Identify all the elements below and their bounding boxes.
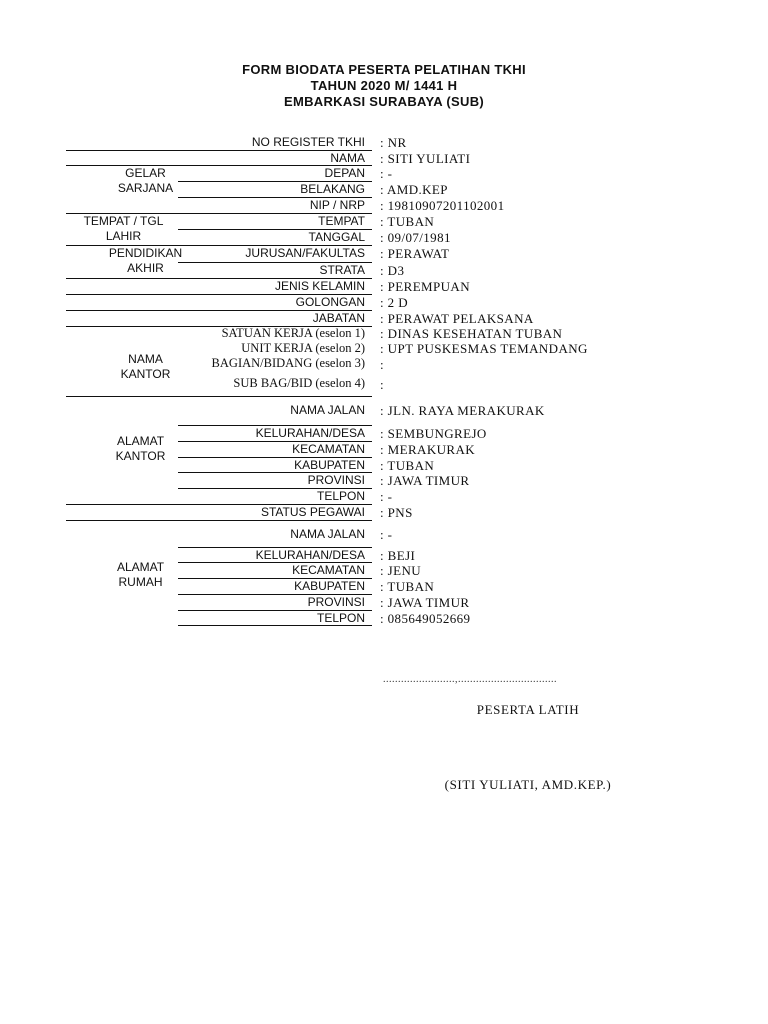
- label-jenis-kelamin: JENIS KELAMIN: [274, 279, 365, 293]
- label-kantor-provinsi: PROVINSI: [307, 473, 365, 487]
- value-kantor-kabupaten: : TUBAN: [380, 458, 435, 473]
- label-rumah-kecamatan: KECAMATAN: [292, 563, 365, 577]
- value-nip: : 19810907201102001: [380, 198, 505, 213]
- value-rumah-telpon: : 085649052669: [380, 611, 471, 626]
- group-alamat-rumah: [83, 560, 198, 590]
- label-satuan-kerja: SATUAN KERJA (eselon 1): [221, 326, 365, 340]
- label-no-register: NO REGISTER TKHI: [251, 135, 365, 149]
- rule-depan: [178, 181, 372, 182]
- rule-rumah-kabupaten: [178, 594, 372, 595]
- rule-kantor-kabupaten: [178, 472, 372, 473]
- group-kantor-line2: KANTOR: [120, 367, 171, 381]
- value-rumah-kelurahan: : BEJI: [380, 548, 416, 563]
- value-tempat: : TUBAN: [380, 214, 435, 229]
- label-rumah-jalan: NAMA JALAN: [290, 527, 365, 541]
- label-depan: DEPAN: [324, 166, 365, 180]
- group-pendidikan-line2: AKHIR: [127, 261, 164, 275]
- rule-golongan: [66, 310, 372, 311]
- group-gelar-line2: SARJANA: [117, 181, 174, 195]
- label-tempat: TEMPAT: [318, 214, 365, 228]
- rule-jurusan: [178, 262, 372, 263]
- rule-rumah-kecamatan: [178, 578, 372, 579]
- label-unit-kerja: UNIT KERJA (eselon 2): [241, 341, 365, 355]
- rule-nip: [66, 213, 372, 214]
- label-kantor-jalan: NAMA JALAN: [290, 403, 365, 417]
- label-rumah-provinsi: PROVINSI: [307, 595, 365, 609]
- value-jurusan: : PERAWAT: [380, 246, 450, 261]
- value-strata: : D3: [380, 263, 405, 278]
- rule-jabatan: [66, 326, 372, 327]
- group-alamat-rumah-line2: RUMAH: [118, 575, 163, 589]
- value-rumah-kecamatan: : JENU: [380, 563, 422, 578]
- form-title: FORM BIODATA PESERTA PELATIHAN TKHI: [242, 62, 526, 77]
- value-jenis-kelamin: : PEREMPUAN: [380, 279, 470, 294]
- rule-rumah-provinsi: [178, 610, 372, 611]
- value-bagian: :: [380, 357, 385, 372]
- label-bagian: BAGIAN/BIDANG (eselon 3): [211, 356, 365, 370]
- value-jabatan: : PERAWAT PELAKSANA: [380, 311, 534, 326]
- rule-jenis-kelamin: [66, 294, 372, 295]
- group-ttl-line1: TEMPAT / TGL: [83, 214, 164, 228]
- group-nama-kantor: [88, 352, 203, 382]
- group-ttl-line2: LAHIR: [105, 229, 142, 243]
- rule-no-register: [66, 150, 372, 151]
- value-no-register: : NR: [380, 135, 407, 150]
- label-sub-bag: SUB BAG/BID (eselon 4): [233, 376, 365, 390]
- label-status-pegawai: STATUS PEGAWAI: [260, 505, 365, 519]
- rule-kantor-telpon: [66, 504, 372, 505]
- group-alamat-kantor-line2: KANTOR: [115, 449, 166, 463]
- group-pendidikan-akhir: [88, 246, 203, 276]
- label-jabatan: JABATAN: [312, 311, 365, 325]
- rule-rumah-kelurahan: [178, 562, 372, 563]
- label-belakang: BELAKANG: [300, 182, 365, 196]
- value-kantor-jalan: : JLN. RAYA MERAKURAK: [380, 403, 545, 418]
- value-rumah-jalan: : -: [380, 527, 393, 542]
- label-kantor-kelurahan: KELURAHAN/DESA: [255, 426, 365, 440]
- rule-rumah-telpon: [178, 625, 372, 626]
- value-kantor-provinsi: : JAWA TIMUR: [380, 473, 470, 488]
- group-pendidikan-line1: PENDIDIKAN: [108, 246, 183, 260]
- value-status-pegawai: : PNS: [380, 505, 413, 520]
- signature-role: PESERTA LATIH: [476, 702, 580, 717]
- rule-tempat: [178, 229, 372, 230]
- value-depan: : -: [380, 166, 393, 181]
- label-golongan: GOLONGAN: [295, 295, 365, 309]
- rule-nama-kantor: [66, 396, 372, 397]
- group-kantor-line1: NAMA: [128, 352, 163, 366]
- signature-name: (SITI YULIATI, AMD.KEP.): [444, 777, 612, 792]
- label-nip: NIP / NRP: [309, 198, 365, 212]
- label-kantor-kecamatan: KECAMATAN: [292, 442, 365, 456]
- value-sub-bag: :: [380, 377, 385, 392]
- label-kantor-telpon: TELPON: [316, 489, 365, 503]
- rule-rumah-jalan: [178, 547, 372, 548]
- form-year: TAHUN 2020 M/ 1441 H: [310, 78, 458, 93]
- value-rumah-provinsi: : JAWA TIMUR: [380, 595, 470, 610]
- value-rumah-kabupaten: : TUBAN: [380, 579, 435, 594]
- group-alamat-kantor-line1: ALAMAT: [116, 434, 165, 448]
- rule-strata: [66, 278, 372, 279]
- rule-belakang: [178, 197, 372, 198]
- label-strata: STRATA: [319, 263, 365, 277]
- group-gelar-line1: GELAR: [125, 166, 166, 180]
- value-tanggal: : 09/07/1981: [380, 230, 451, 245]
- rule-kantor-provinsi: [178, 488, 372, 489]
- rule-tanggal: [66, 245, 372, 246]
- rule-kantor-kecamatan: [178, 457, 372, 458]
- group-alamat-kantor: [83, 434, 198, 464]
- group-tempat-tgl-lahir: [66, 214, 181, 244]
- value-kantor-telpon: : -: [380, 489, 393, 504]
- label-rumah-kelurahan: KELURAHAN/DESA: [255, 548, 365, 562]
- label-rumah-telpon: TELPON: [316, 611, 365, 625]
- rule-status-pegawai: [66, 520, 372, 521]
- form-embarkasi: EMBARKASI SURABAYA (SUB): [283, 94, 485, 109]
- value-belakang: : AMD.KEP: [380, 182, 448, 197]
- label-nama: NAMA: [330, 151, 365, 165]
- value-kantor-kecamatan: : MERAKURAK: [380, 442, 476, 457]
- value-golongan: : 2 D: [380, 295, 408, 310]
- place-date-line: ........................,.................................: [383, 674, 557, 685]
- rule-kantor-kelurahan: [178, 441, 372, 442]
- value-nama: : SITI YULIATI: [380, 151, 471, 166]
- label-jurusan: JURUSAN/FAKULTAS: [245, 246, 365, 260]
- group-alamat-rumah-line1: ALAMAT: [116, 560, 165, 574]
- rule-kantor-jalan: [178, 425, 372, 426]
- value-kantor-kelurahan: : SEMBUNGREJO: [380, 426, 487, 441]
- value-unit-kerja: : UPT PUSKESMAS TEMANDANG: [380, 341, 588, 356]
- value-satuan-kerja: : DINAS KESEHATAN TUBAN: [380, 326, 563, 341]
- rule-nama: [66, 165, 372, 166]
- label-kantor-kabupaten: KABUPATEN: [294, 458, 365, 472]
- label-tanggal: TANGGAL: [308, 230, 365, 244]
- label-rumah-kabupaten: KABUPATEN: [294, 579, 365, 593]
